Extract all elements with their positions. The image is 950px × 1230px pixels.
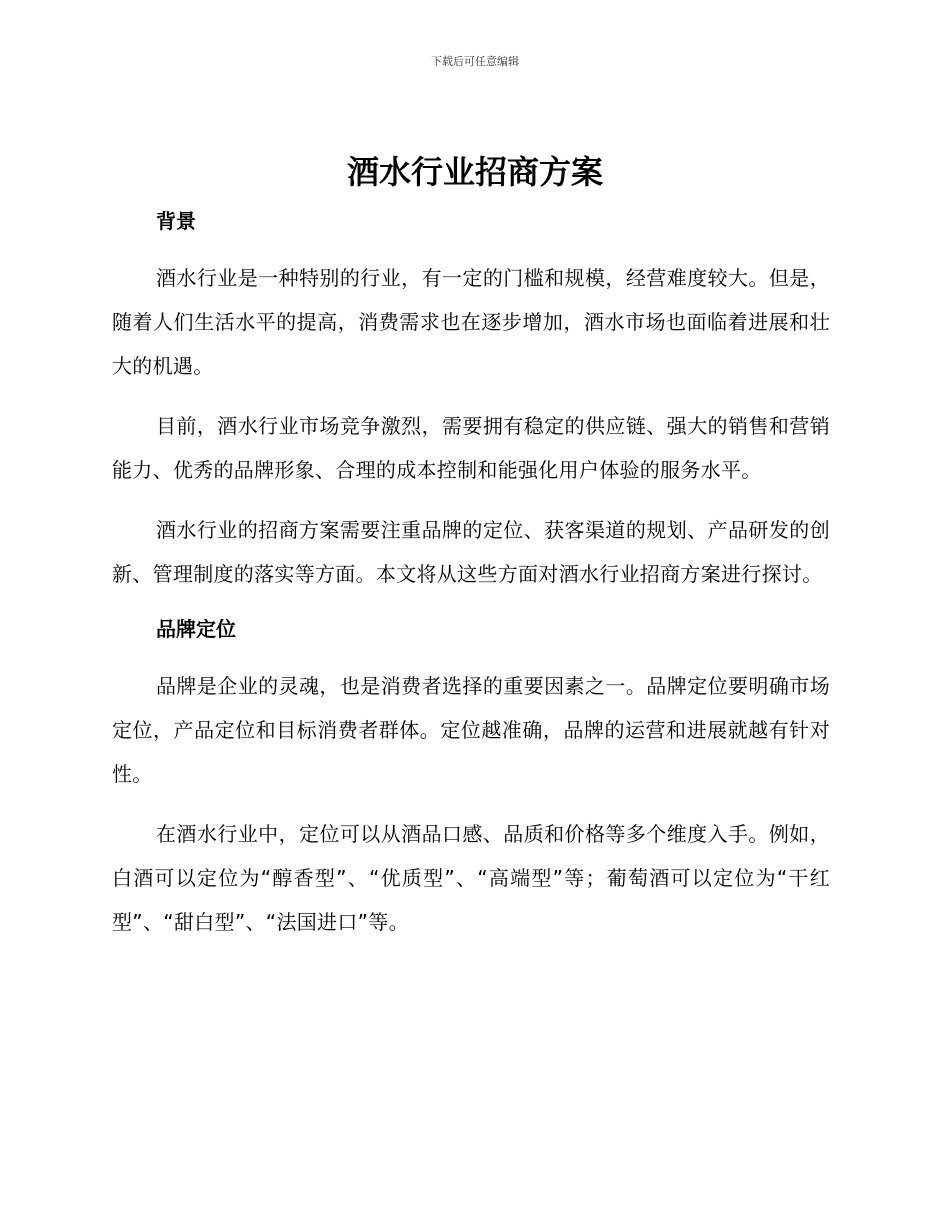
section-background xyxy=(112,204,830,596)
document-body xyxy=(112,204,830,960)
paragraph: 酒水行业的招商方案需要注重品牌的定位、获客渠道的规划、产品研发的创新、管理制度的落实等方面。本文将从这些方面对酒水行业招商方案进行探讨。 xyxy=(112,518,830,586)
document-title: 酒水行业招商方案 xyxy=(346,153,603,191)
page-header-note: 下载后可任意编辑 xyxy=(431,55,519,68)
section-heading: 品牌定位 xyxy=(156,617,236,641)
paragraph: 品牌是企业的灵魂，也是消费者选择的重要因素之一。品牌定位要明确市场定位，产品定位和目标消费者群体。定位越准确，品牌的运营和进展就越有针对性。 xyxy=(112,674,830,786)
paragraph: 在酒水行业中，定位可以从酒品口感、品质和价格等多个维度入手。例如，白酒可以定位为“醇香型”、“优质型”、“高端型”等；葡萄酒可以定位为“干红型”、“甜白型”、“法国进口”等。 xyxy=(112,822,830,934)
paragraph: 目前，酒水行业市场竞争激烈，需要拥有稳定的供应链、强大的销售和营销能力、优秀的品牌形象、合理的成本控制和能强化用户体验的服务水平。 xyxy=(112,414,830,482)
section-brand-positioning xyxy=(112,612,830,944)
section-heading: 背景 xyxy=(156,209,196,233)
paragraph: 酒水行业是一种特别的行业，有一定的门槛和规模，经营难度较大。但是，随着人们生活水平的提高，消费需求也在逐步增加，酒水市场也面临着进展和壮大的机遇。 xyxy=(112,266,830,378)
